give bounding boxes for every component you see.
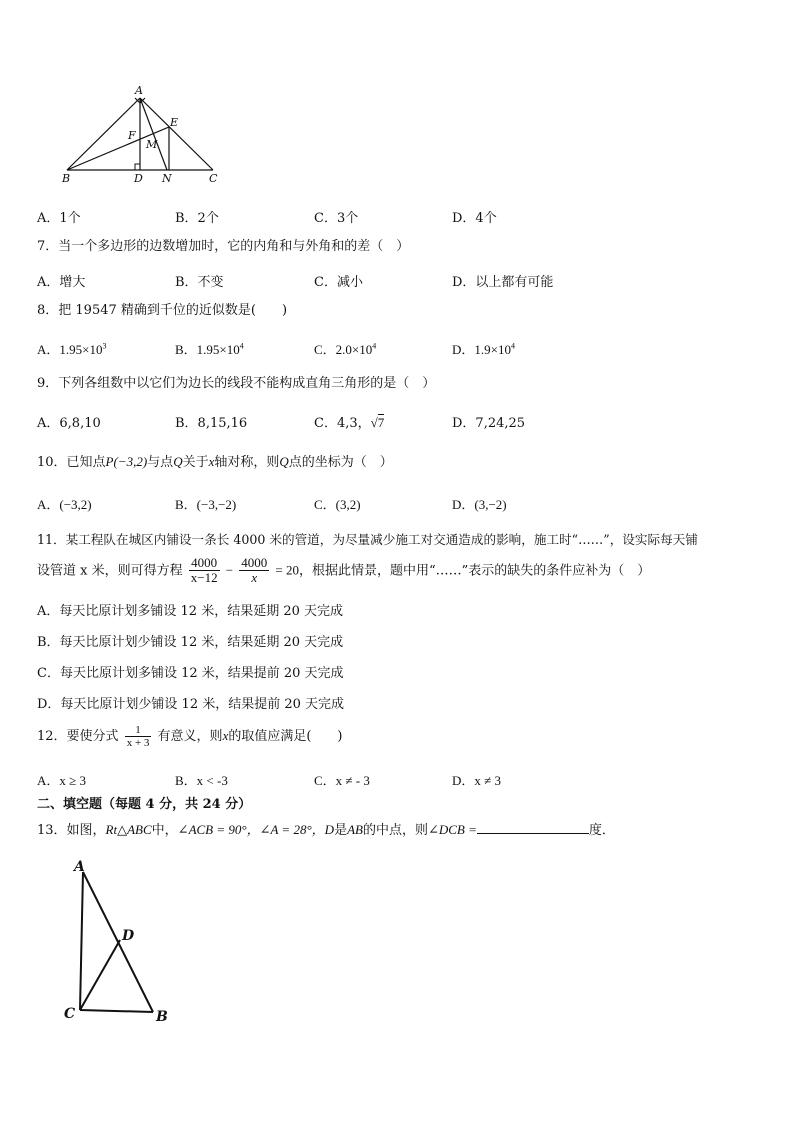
q10-option-b: B．(−3,−2) (175, 497, 237, 512)
q12-stem: 12．要使分式 $\frac{1}{x + 3}$ 有意义，则x的取值应满足( ) (37, 724, 343, 750)
q7-option-c: C．减小 (314, 275, 363, 290)
q8-stem: 8．把 19547 精确到千位的近似数是( ) (37, 303, 288, 318)
fig2-label-b: B (156, 1009, 168, 1025)
fig2-label-a: A (74, 859, 85, 875)
q12-fraction: $\frac{1}{x + 3}$ (126, 724, 150, 750)
fig2-label-d: D (122, 928, 135, 944)
q7-option-d: D．以上都有可能 (452, 275, 554, 290)
segment-cd (80, 940, 120, 1010)
fig1-label-c: C (209, 172, 218, 185)
q12-option-d: D．x ≠ 3 (452, 773, 502, 788)
fig1-label-b: B (62, 172, 71, 185)
q13-stem: 13．如图，Rt△ABC中，∠ACB = 90°，∠A = 28°，D是AB的中点，则∠DCB = 度． (37, 822, 615, 838)
q12-option-b: B．x < -3 (175, 773, 228, 788)
q6-option-c: C．3个 (314, 211, 359, 226)
q6-option-a: A．1个 (37, 211, 81, 226)
q9-stem: 9．下列各组数中以它们为边长的线段不能构成直角三角形的是（ ） (37, 376, 436, 391)
q11-fraction-1: $\frac{4000}{x-12}$ (190, 555, 218, 586)
q11-option-b: B．每天比原计划少铺设 12 米，结果延期 20 天完成 (37, 635, 344, 650)
fig1-label-f: F (128, 129, 136, 142)
q8-option-c: C．$2.0\times 10^4$ (314, 341, 377, 357)
q12-option-c: C．x ≠ - 3 (314, 773, 370, 788)
sqrt-symbol: √7 (370, 415, 385, 430)
q9-option-c: C．4,3，√7 (314, 415, 385, 431)
q7-option-a: A．增大 (37, 275, 86, 290)
fig1-label-d: D (134, 172, 143, 185)
segment-cb (80, 1010, 153, 1012)
q11-fraction-2: $\frac{4000}{x}$ (241, 555, 268, 586)
answer-blank[interactable] (477, 821, 589, 834)
geometry-figure-2 (60, 860, 170, 1025)
q10-option-c: C．(3,2) (314, 497, 361, 512)
q11-option-d: D．每天比原计划少铺设 12 米，结果提前 20 天完成 (37, 697, 345, 712)
section-title: 二、填空题（每题 4 分，共 24 分） (37, 797, 252, 812)
q10-stem: 10．已知点P(−3,2)与点Q关于x轴对称，则Q点的坐标为（ ） (37, 454, 393, 470)
fig2-label-c: C (64, 1006, 76, 1022)
fig1-label-a: A (135, 84, 143, 97)
q9-option-a: A．6,8,10 (37, 416, 101, 431)
fig1-label-n: N (162, 172, 172, 185)
fig1-label-m: M (146, 138, 158, 151)
q8-option-a: A．$1.95\times 10^3$ (37, 341, 107, 357)
q7-option-b: B．不变 (175, 275, 224, 290)
q11-option-c: C．每天比原计划多铺设 12 米，结果提前 20 天完成 (37, 666, 344, 681)
q11-option-a: A．每天比原计划多铺设 12 米，结果延期 20 天完成 (37, 604, 344, 619)
q8-option-b: B．$1.95\times 10^4$ (175, 341, 244, 357)
q12-option-a: A．x ≥ 3 (37, 773, 87, 788)
fig1-label-e: E (170, 116, 179, 129)
q9-option-b: B．8,15,16 (175, 416, 248, 431)
q6-option-d: D．4个 (452, 211, 497, 226)
q9-option-d: D．7,24,25 (452, 416, 526, 431)
segment-ac (80, 872, 83, 1010)
q11-line2: 设管道 x 米，则可得方程 $\frac{4000}{x-12}$ − $\frac{4000}{x}$ = 20，根据此情景，题中用“……”表示的缺失的条件应补为（ ） (37, 555, 651, 586)
q7-stem: 7．当一个多边形的边数增加时，它的内角和与外角和的差（ ） (37, 239, 410, 254)
q10-option-d: D．(3,−2) (452, 497, 507, 512)
q6-option-b: B．2个 (175, 211, 219, 226)
q10-option-a: A．(−3,2) (37, 497, 92, 512)
q11-line1: 11．某工程队在城区内铺设一条长 4000 米的管道，为尽量减少施工对交通造成的影响，施工时“……”，设实际每天铺 (37, 532, 698, 547)
q8-option-d: D．$1.9\times 10^4$ (452, 341, 515, 357)
